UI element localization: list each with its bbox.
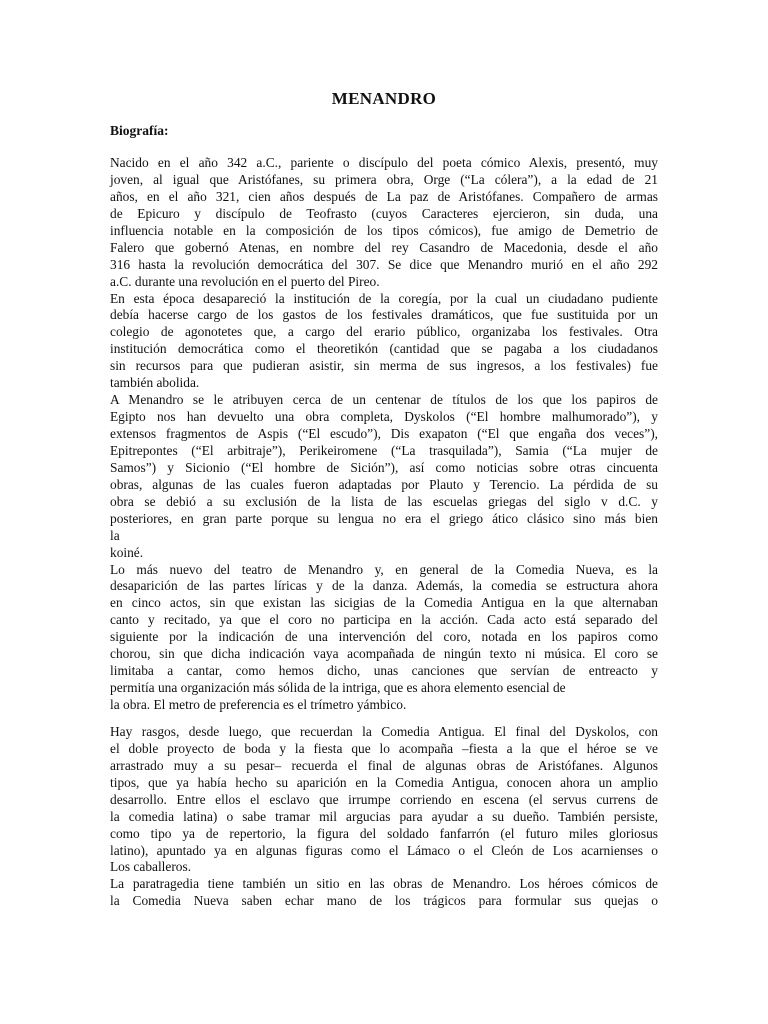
text-line: el doble proyecto de boda y la fiesta que lo acompaña –fiesta a la que el héroe se ve bbox=[110, 740, 658, 756]
document-title: MENANDRO bbox=[331, 89, 437, 108]
text-line: limitaba a cantar, como hemos dicho, unas canciones que servían de entreacto y bbox=[110, 663, 658, 679]
text-line: obras, algunas de las cuales fueron adaptadas por Plauto y Terencio. La pérdida de su bbox=[110, 476, 658, 492]
text-line: desaparición de las partes líricas y de la danza. Además, la comedia se estructura ahora bbox=[110, 578, 658, 594]
text-line: obra se debió a su exclusión de la lista de las escuelas griegas del siglo v d.C. y bbox=[110, 493, 658, 509]
text-line: En esta época desapareció la institución de la coregía, por la cual un ciudadano pudiente bbox=[110, 290, 658, 306]
text-line: años, en el año 321, cien años después de La paz de Aristófanes. Compañero de armas bbox=[110, 188, 658, 204]
text-line: posteriores, en gran parte porque su lengua no era el griego ático clásico sino más bien bbox=[110, 510, 658, 526]
text-line: de Epicuro y discípulo de Teofrasto (cuyos Caracteres ejercieron, sin duda, una bbox=[110, 205, 658, 221]
text-line: Los caballeros. bbox=[110, 859, 192, 875]
text-line: como tipo ya de repertorio, la figura del soldado fanfarrón (el futuro miles gloriosus bbox=[110, 825, 658, 841]
text-line: Hay rasgos, desde luego, que recuerdan la Comedia Antigua. El final del Dyskolos, con bbox=[110, 723, 658, 739]
text-line: Epitrepontes (“El arbitraje”), Perikeiromene (“La trasquilada”), Samia (“La mujer de bbox=[110, 442, 658, 458]
text-line: siguiente por la indicación de una intervención del coro, notada en los papiros como bbox=[110, 629, 658, 645]
text-line: La paratragedia tiene también un sitio en las obras de Menandro. Los héroes cómicos de bbox=[110, 876, 658, 892]
document-body bbox=[110, 155, 658, 910]
text-line: Nacido en el año 342 a.C., pariente o discípulo del poeta cómico Alexis, presentó, muy bbox=[110, 155, 658, 170]
text-line: chorou, sin que dicha indicación vaya acompañada de ningún texto ni música. El coro se bbox=[110, 646, 658, 662]
text-line: también abolida. bbox=[110, 375, 200, 391]
text-line: a.C. durante una revolución en el puerto del Pireo. bbox=[110, 273, 380, 289]
text-line: institución democrática como el theoretikón (cantidad que se pagaba a los ciudadanos bbox=[110, 341, 658, 357]
text-line: la obra. El metro de preferencia es el trímetro yámbico. bbox=[110, 697, 407, 712]
text-line: permitía una organización más sólida de la intriga, que es ahora elemento esencial de bbox=[110, 680, 566, 696]
text-line: A Menandro se le atribuyen cerca de un centenar de títulos de los que los papiros de bbox=[110, 392, 658, 408]
text-line: la Comedia Nueva saben echar mano de los trágicos para formular sus quejas o bbox=[110, 893, 658, 909]
text-line: colegio de agonotetes que, a cargo del erario público, organizaba los festivales. Otra bbox=[110, 324, 658, 340]
text-line: latino), apuntado ya en algunas figuras como el Lámaco o el Cleón de Los acarnienses o bbox=[110, 842, 658, 858]
section-heading: Biografía: bbox=[110, 123, 169, 138]
text-line: extensos fragmentos de Aspis (“El escudo”), Dis exapaton (“El que engaña dos veces”), bbox=[110, 426, 658, 441]
text-line: canto y recitado, ya que el coro no participa en la acción. Cada acto está separado del bbox=[110, 612, 658, 628]
text-line: en cinco actos, sin que existan las sicigias de la Comedia Antigua en la que alternaban bbox=[110, 595, 658, 611]
text-line: debía hacerse cargo de los gastos de los festivales dramáticos, que fue sustituida por un bbox=[110, 307, 658, 323]
text-line: Samos”) y Sicionio (“El hombre de Sición”), así como noticias sobre otras cincuenta bbox=[110, 459, 658, 475]
paragraph-gap bbox=[110, 714, 658, 724]
text-line: joven, al igual que Aristófanes, su primera obra, Orge (“La cólera”), a la edad de 21 bbox=[110, 171, 658, 187]
text-line: desarrollo. Entre ellos el esclavo que irrumpe corriendo en escena (el servus currens de bbox=[110, 791, 658, 807]
text-line: la comedia latina) o sabe tramar mil argucias para ayudar a su dueño. También persiste, bbox=[110, 808, 658, 824]
text-line: influencia notable en la composición de los tipos cómicos), fue amigo de Demetrio de bbox=[110, 222, 658, 238]
text-line: Egipto nos han devuelto una obra completa, Dyskolos (“El hombre malhumorado”), y bbox=[110, 409, 658, 425]
text-line: Falero que gobernó Atenas, en nombre del rey Casandro de Macedonia, desde el año bbox=[110, 239, 658, 255]
text-line: la bbox=[110, 527, 120, 543]
text-line: tipos, que ya había hecho su aparición en la Comedia Antigua, conocen ahora un amplio bbox=[110, 774, 658, 790]
text-line: 316 hasta la revolución democrática del 307. Se dice que Menandro murió en el año 292 bbox=[110, 256, 658, 272]
text-line: Lo más nuevo del teatro de Menandro y, en general de la Comedia Nueva, es la bbox=[110, 561, 658, 577]
text-line: sin recursos para que pudieran asistir, sin merma de sus ingresos, a los festivales) fue bbox=[110, 358, 658, 374]
text-line: koiné. bbox=[110, 544, 144, 560]
text-line: arrastrado muy a su pesar– recuerda el final de algunas obras de Aristófanes. Algunos bbox=[110, 757, 658, 773]
